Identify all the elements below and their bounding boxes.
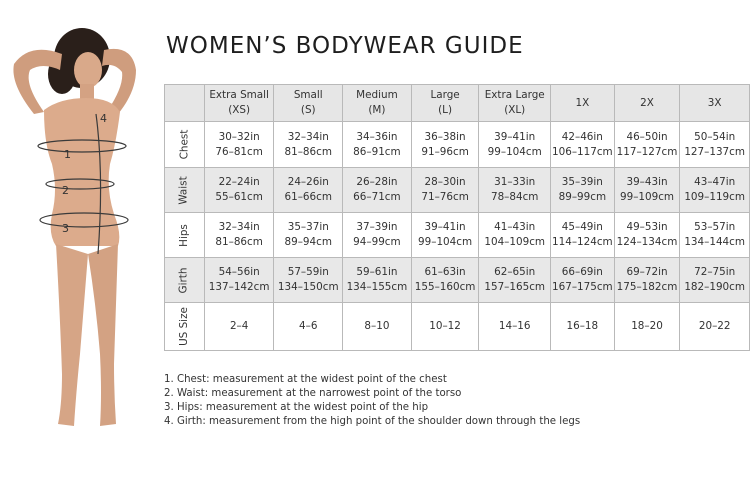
table-cell: 49–53in 124–134cm (614, 213, 680, 258)
marker-3: 3 (62, 222, 69, 235)
left-leg (56, 244, 88, 426)
row-label-text: Girth (177, 267, 190, 293)
table-cell: 2–4 (204, 303, 274, 351)
right-leg (88, 244, 118, 426)
row-label-text: Chest (177, 129, 190, 160)
table-cell: 69–72in 175–182cm (614, 258, 680, 303)
size-header: 3X (680, 85, 750, 122)
table-row-chest (165, 122, 750, 168)
row-label (165, 303, 205, 351)
table-cell: 36–38in 91–96cm (411, 122, 479, 168)
table-cell: 45–49in 114–124cm (551, 213, 615, 258)
table-cell: 41–43in 104–109cm (479, 213, 551, 258)
table-cell: 42–46in 106–117cm (551, 122, 615, 168)
table-cell: 53–57in 134–144cm (680, 213, 750, 258)
bodysuit (44, 98, 120, 246)
table-cell: 62–65in 157–165cm (479, 258, 551, 303)
table-cell: 66–69in 167–175cm (551, 258, 615, 303)
marker-4: 4 (100, 112, 107, 125)
table-cell: 35–37in 89–94cm (274, 213, 343, 258)
table-cell: 16–18 (551, 303, 615, 351)
table-cell: 39–41in 99–104cm (479, 122, 551, 168)
row-label-text: US Size (177, 307, 190, 346)
table-cell: 22–24in 55–61cm (204, 168, 274, 213)
table-cell: 43–47in 109–119cm (680, 168, 750, 213)
table-row-girth (165, 258, 750, 303)
row-label (165, 258, 205, 303)
table-cell: 46–50in 117–127cm (614, 122, 680, 168)
table-cell: 32–34in 81–86cm (274, 122, 343, 168)
marker-1: 1 (64, 148, 71, 161)
table-cell: 24–26in 61–66cm (274, 168, 343, 213)
size-table (164, 84, 750, 351)
table-row-hips (165, 213, 750, 258)
table-cell: 26–28in 66–71cm (343, 168, 412, 213)
table-row-us-size (165, 303, 750, 351)
measurement-notes (164, 373, 580, 429)
table-row-waist (165, 168, 750, 213)
marker-2: 2 (62, 184, 69, 197)
table-cell: 30–32in 76–81cm (204, 122, 274, 168)
page-title: WOMEN’S BODYWEAR GUIDE (166, 33, 524, 59)
note-hips: 3. Hips: measurement at the widest point of the hip (164, 402, 429, 413)
table-cell: 20–22 (680, 303, 750, 351)
table-cell: 10–12 (411, 303, 479, 351)
note-chest: 1. Chest: measurement at the widest point of the chest (164, 374, 447, 385)
row-label (165, 122, 205, 168)
table-cell: 4–6 (274, 303, 343, 351)
table-cell: 35–39in 89–99cm (551, 168, 615, 213)
row-label (165, 213, 205, 258)
size-header: Small (S) (274, 85, 343, 122)
table-cell: 8–10 (343, 303, 412, 351)
table-cell: 28–30in 71–76cm (411, 168, 479, 213)
note-waist: 2. Waist: measurement at the narrowest point of the torso (164, 388, 462, 399)
table-cell: 57–59in 134–150cm (274, 258, 343, 303)
size-header: Extra Small (XS) (204, 85, 274, 122)
table-cell: 39–41in 99–104cm (411, 213, 479, 258)
size-header: Medium (M) (343, 85, 412, 122)
table-cell: 31–33in 78–84cm (479, 168, 551, 213)
table-cell: 59–61in 134–155cm (343, 258, 412, 303)
table-cell: 18–20 (614, 303, 680, 351)
size-header: Large (L) (411, 85, 479, 122)
row-label (165, 168, 205, 213)
header-corner (165, 85, 205, 122)
table-cell: 50–54in 127–137cm (680, 122, 750, 168)
table-cell: 61–63in 155–160cm (411, 258, 479, 303)
model-figure (0, 14, 160, 434)
header-row (165, 85, 750, 122)
table-cell: 37–39in 94–99cm (343, 213, 412, 258)
size-header: Extra Large (XL) (479, 85, 551, 122)
note-girth: 4. Girth: measurement from the high point of the shoulder down through the legs (164, 416, 581, 427)
size-header: 1X (551, 85, 615, 122)
table-cell: 54–56in 137–142cm (204, 258, 274, 303)
table-cell: 39–43in 99–109cm (614, 168, 680, 213)
face (74, 52, 102, 88)
row-label-text: Hips (177, 223, 190, 247)
size-header: 2X (614, 85, 680, 122)
table-cell: 72–75in 182–190cm (680, 258, 750, 303)
row-label-text: Waist (177, 175, 190, 205)
table-cell: 14–16 (479, 303, 551, 351)
table-cell: 34–36in 86–91cm (343, 122, 412, 168)
table-cell: 32–34in 81–86cm (204, 213, 274, 258)
